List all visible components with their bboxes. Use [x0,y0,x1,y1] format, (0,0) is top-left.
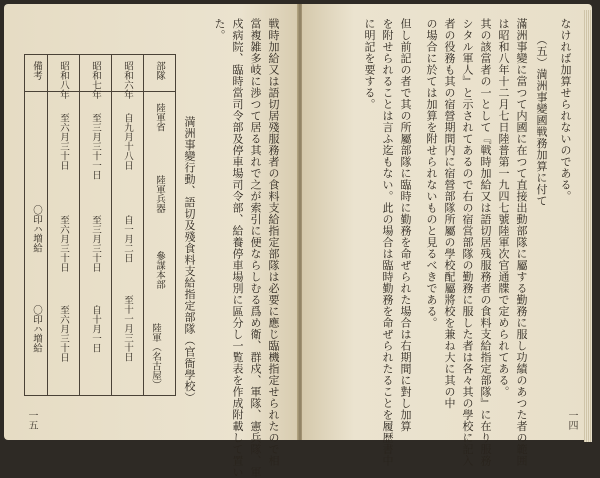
left-page [4,4,298,478]
table-year2-header: 昭和七年 [90,61,101,99]
table-header-unit: 部隊 [154,61,165,80]
table-note-cell: 〇印ハ増給 [31,205,42,253]
table-year3-header: 昭和八年 [58,61,69,99]
table-unit-4: 陸軍（名古屋） [150,323,161,390]
right-section-title: （五）満洲事變國戦務加算に付て [535,34,548,207]
right-paragraph-line: シタル軍人』と示されてあるので右の宿営部隊の勤務に服した者は各々其の學校に記入 [461,18,474,467]
table-year3-cell: 至六月三十日 [58,215,69,272]
page-edge [584,10,592,442]
right-paragraph-line: に明記を要する。 [363,18,376,110]
right-paragraph-line: 者の役務も其の宿營期間内に宿營部隊所屬の學校配屬將校を兼ね大に其の中 [443,18,456,409]
table-year-cell: 自一月二日 [122,215,133,263]
table-unit-2: 陸軍兵器 [154,175,165,213]
right-page-number: 一四 [566,410,577,430]
table-year-header: 昭和六年 [122,61,133,99]
left-paragraph-line: 戦時加給又は語切居殘服務者の食料支給指定部隊は必要に應じ臨機指定せられたので相 [267,18,280,467]
right-paragraph-line: 但し前記の者で其の所屬部隊に臨時に勤務を命ぜられた場合は右期間に對し加算 [399,18,412,432]
table-year-cell: 自九月十八日 [122,113,133,170]
table-note-header: 備考 [31,61,42,80]
table-unit-3: 參謀本部 [154,251,165,289]
table-year3-cell: 至六月三十日 [58,113,69,170]
table-year3-cell: 至六月三十日 [58,305,69,362]
left-paragraph-line: 當複雑多岐に渉つて居る其れで之が索引に便ならしむる爲め衛、群戍、軍隊、憲兵隊、軍 [249,18,262,478]
left-page-number: 一五 [26,410,37,430]
right-paragraph-line: の場合に於ては加算を附せられないものと見るべきである。 [425,18,438,329]
unit-table [24,54,176,396]
table-unit-1: 陸軍省 [154,103,165,132]
table-year2-cell: 至三月三十一日 [90,113,101,180]
right-top-line: なければ加算せられないのである。 [559,18,572,202]
left-section-title: 満洲事變行動、語切及殘食料支給指定部隊（官衙學校） [183,116,196,404]
right-paragraph-line: 滿洲事變に當つて内國に在つて直接出動部隊に屬する勤務に服し功績のあつた者の範囲 [515,18,528,467]
table-note-cell: 〇印ハ増給 [31,305,42,353]
right-paragraph-line: 其の該當者の一として『戦時加給又は語切居残服務者の食料支給指定部隊』に在り服務 [479,18,492,467]
right-paragraph-line: を附せられることは言ふ迄もない。此の場合は臨時勤務を命ぜられたることを履歴書中 [381,18,394,467]
left-paragraph-line: た。 [213,18,226,41]
left-paragraph-line: 戍病院、臨時當司令部及停車場司令部、給養停車場別に區分し一覧表を作成附載して置い [231,18,244,478]
table-year-cell: 至十一月三十日 [122,295,133,362]
right-paragraph-line: は昭和八年十二月七日陸普第一九四七號陸軍次官通牒で定められてある。 [497,18,510,398]
table-year2-cell: 自十月一日 [90,305,101,353]
right-page [302,4,592,467]
table-year2-cell: 至三月三十日 [90,215,101,272]
